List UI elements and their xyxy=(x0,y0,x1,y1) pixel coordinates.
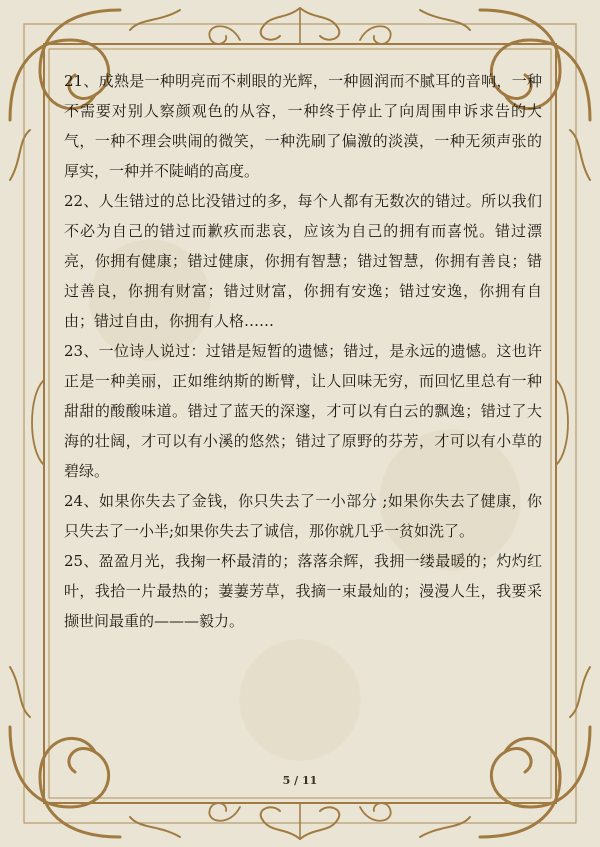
paragraph-24: 24、如果你失去了金钱，你只失去了一小部分 ;如果你失去了健康，你只失去了一小半;如果你失去了诚信，那你就几乎一贫如洗了。 xyxy=(64,492,542,540)
paragraph-22: 22、人生错过的总比没错过的多，每个人都有无数次的错过。所以我们不必为自己的错过而歉疚而悲哀，应该为自己的拥有而喜悦。错过漂亮，你拥有健康；错过健康，你拥有智慧；错过智慧，你拥有善良；错过善良，你拥有财富；错过财富，你拥有安逸；错过安逸，你拥有自由；错过自由，你拥有人格…… xyxy=(64,192,542,330)
paragraph-21: 21、成熟是一种明亮而不刺眼的光辉，一种圆润而不腻耳的音响，一种不需要对别人察颜观色的从容，一种终于停止了向周围申诉求告的大气，一种不理会哄闹的微笑，一种洗刷了偏激的淡漠，一种无须声张的厚实，一种并不陡峭的高度。 xyxy=(64,72,542,180)
paragraph-25: 25、盈盈月光，我掬一杯最清的；落落余辉，我拥一缕最暖的；灼灼红叶，我拾一片最热的；萋萋芳草，我摘一束最灿的；漫漫人生，我要采撷世间最重的———毅力。 xyxy=(64,552,542,630)
paragraph-23: 23、一位诗人说过：过错是短暂的遗憾；错过，是永远的遗憾。这也许正是一种美丽，正如维纳斯的断臂，让人回味无穷，而回忆里总有一种甜甜的酸酸味道。错过了蓝天的深邃，才可以有白云的飘逸；错过了大海的壮阔，才可以有小溪的悠然；错过了原野的芬芳，才可以有小草的碧绿。 xyxy=(64,342,542,480)
page-number: 5 / 11 xyxy=(282,774,318,787)
text-body xyxy=(64,66,542,636)
